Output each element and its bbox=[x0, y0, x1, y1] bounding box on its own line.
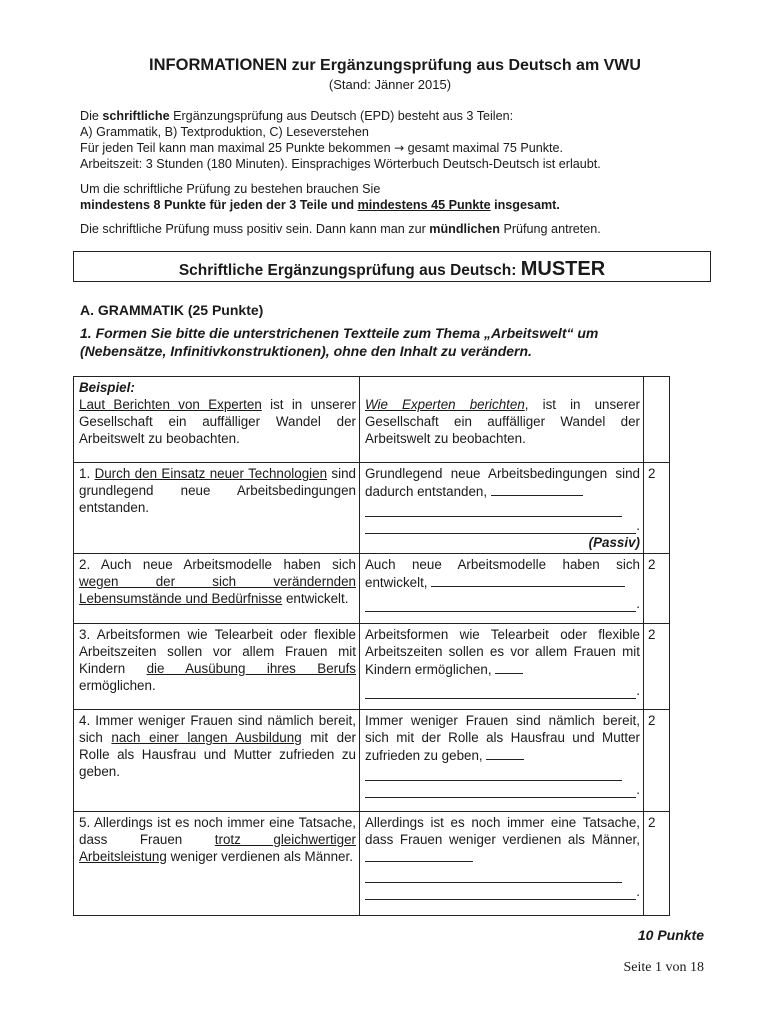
points-value: 2 bbox=[644, 463, 670, 554]
total-points: 10 Punkte bbox=[637, 927, 704, 943]
title-rest: zur Ergänzungsprüfung aus Deutsch am VWU bbox=[287, 57, 641, 74]
item-answer: Arbeitsformen wie Telearbeit oder flexible Arbeitszeiten sollen es vor allem Frauen mit Kindern ermöglichen, . bbox=[360, 624, 644, 710]
answer-line[interactable] bbox=[365, 866, 622, 883]
arrow-right-icon: → bbox=[394, 141, 405, 155]
table-row bbox=[74, 812, 670, 916]
table-row bbox=[74, 554, 670, 624]
section-heading: A. GRAMMATIK (25 Punkte) bbox=[80, 302, 264, 318]
example-label: Beispiel: bbox=[79, 380, 135, 395]
task-instruction: 1. Formen Sie bitte die unterstrichenen Textteile zum Thema „Arbeitswelt“ um (Nebensätze, Infinitivkonstruktionen), ohne den Inhalt zu verändern. bbox=[80, 325, 599, 359]
points-value: 2 bbox=[644, 624, 670, 710]
document-subtitle: (Stand: Jänner 2015) bbox=[328, 77, 452, 92]
item-source: 5. Allerdings ist es noch immer eine Tatsache, dass Frauen trotz gleichwertiger Arbeitsleistung weniger verdienen als Männer. bbox=[74, 812, 360, 916]
answer-line[interactable]: . bbox=[365, 781, 640, 798]
answer-line[interactable] bbox=[365, 500, 622, 517]
item-answer: Allerdings ist es noch immer eine Tatsache, dass Frauen weniger verdienen als Männer, . bbox=[360, 812, 644, 916]
intro-paragraph-2: Um die schriftliche Prüfung zu bestehen brauchen Sie mindestens 8 Punkte für jeden der 3 Teile und mindestens 45 Punkte insgesamt. bbox=[80, 182, 560, 212]
example-answer: Wie Experten berichten, ist in unserer Gesellschaft ein auffälliger Wandel der Arbeitswelt zu beobachten. bbox=[360, 377, 644, 463]
points-value: 2 bbox=[644, 554, 670, 624]
intro-paragraph-3: Die schriftliche Prüfung muss positiv sein. Dann kann man zur mündlichen Prüfung antreten. bbox=[80, 222, 601, 236]
title-lead: INFORMATIONEN bbox=[149, 56, 288, 74]
answer-line[interactable]: . bbox=[365, 517, 640, 534]
page-number: Seite 1 von 18 bbox=[623, 960, 704, 975]
item-answer: Immer weniger Frauen sind nämlich bereit, sich mit der Rolle als Hausfrau und Mutter zufrieden zu geben, . bbox=[360, 710, 644, 812]
answer-blank[interactable] bbox=[365, 848, 473, 862]
document-title bbox=[0, 56, 768, 75]
answer-line[interactable]: . bbox=[365, 883, 640, 900]
answer-line[interactable] bbox=[365, 764, 622, 781]
item-source: 1. Durch den Einsatz neuer Technologien sind grundlegend neue Arbeitsbedingungen entstanden. bbox=[74, 463, 360, 554]
answer-blank[interactable] bbox=[486, 746, 524, 760]
table-row bbox=[74, 463, 670, 554]
passiv-hint: (Passiv) bbox=[588, 535, 640, 550]
table-row bbox=[74, 624, 670, 710]
exam-title: Schriftliche Ergänzungsprüfung aus Deutsch: bbox=[178, 262, 521, 279]
intro-paragraph-1: Die schriftliche Ergänzungsprüfung aus Deutsch (EPD) besteht aus 3 Teilen: A) Grammatik, B) Textproduktion, C) Leseverstehen Für jeden Teil kann man maximal 25 Punkte bekommen → gesamt maximal 75 Punkte. Arbeitszeit: 3 Stunden (180 Minuten). Einsprachiges Wörterbuch Deutsch-Deutsch ist erlaubt. bbox=[80, 109, 601, 171]
exercise-table bbox=[73, 376, 670, 916]
answer-line[interactable]: . bbox=[365, 682, 640, 699]
item-source: 2. Auch neue Arbeitsmodelle haben sich wegen der sich verändernden Lebensumstände und Bedürfnisse entwickelt. bbox=[74, 554, 360, 624]
answer-line[interactable]: . bbox=[365, 595, 640, 612]
points-value: 2 bbox=[644, 812, 670, 916]
item-source: 3. Arbeitsformen wie Telearbeit oder flexible Arbeitszeiten sollen vor allem Frauen mit Kindern die Ausübung ihres Berufs ermöglichen. bbox=[74, 624, 360, 710]
item-answer: Auch neue Arbeitsmodelle haben sich entwickelt, . bbox=[360, 554, 644, 624]
table-row bbox=[74, 710, 670, 812]
exam-title-box bbox=[73, 251, 711, 282]
answer-blank[interactable] bbox=[495, 660, 523, 674]
item-source: 4. Immer weniger Frauen sind nämlich bereit, sich nach einer langen Ausbildung mit der Rolle als Hausfrau und Mutter zufrieden zu geben. bbox=[74, 710, 360, 812]
answer-blank[interactable] bbox=[491, 482, 583, 496]
muster-label: MUSTER bbox=[520, 258, 606, 280]
example-row bbox=[74, 377, 670, 463]
answer-blank[interactable] bbox=[431, 573, 625, 587]
item-answer: Grundlegend neue Arbeitsbedingungen sind dadurch entstanden, . (Passiv) bbox=[360, 463, 644, 554]
example-source: Beispiel: Laut Berichten von Experten ist in unserer Gesellschaft ein auffälliger Wandel der Arbeitswelt zu beobachten. bbox=[74, 377, 360, 463]
points-value: 2 bbox=[644, 710, 670, 812]
